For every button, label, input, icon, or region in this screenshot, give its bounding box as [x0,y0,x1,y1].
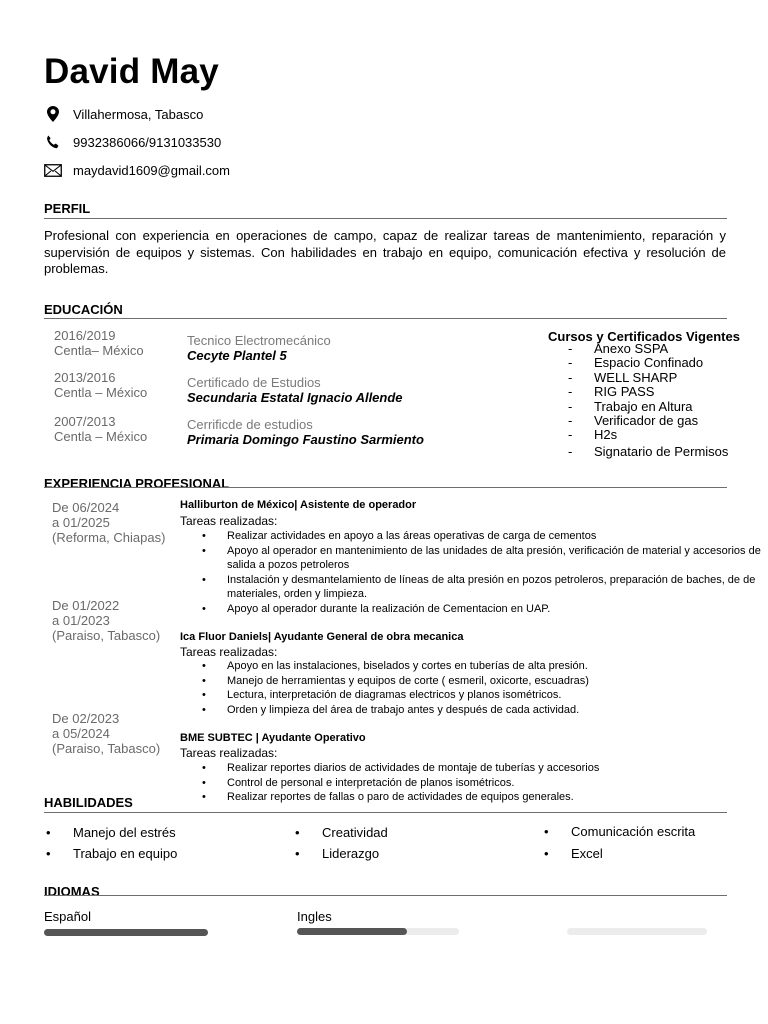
job-title-2: Ica Fluor Daniels| Ayudante General de obra mecanica [180,631,464,643]
phone-icon [44,134,62,150]
language-name: Ingles [297,909,332,924]
edu-date-2: 2013/2016 Centla – México [54,370,148,400]
list-item: • Control de personal e interpretación de planos isométricos. [180,776,768,791]
list-item: • Apoyo al operador durante la realización de Cementacion en UAP. [180,602,768,617]
list-item: • Apoyo en las instalaciones, biselados y cortes en tuberías de alta presión. [180,659,768,674]
section-divider [44,895,727,896]
language-level-fill [44,929,208,936]
contact-phone [44,134,221,150]
certs-list [568,342,728,459]
language-level-bar [567,928,707,935]
perfil-text: Profesional con experiencia en operaciones de campo, capaz de realizar tareas de mantenimiento, reparación y supervisión de equipos y sistemas. Con habilidades en trabajo en equipo, comunicación efectiva y resolución de problemas. [44,228,726,276]
envelope-icon [44,162,62,178]
edu-degree-3: Cerrificde de estudios [187,417,313,432]
skill-item: • Liderazgo [295,846,380,861]
section-divider [44,218,727,219]
list-item: - Anexo SSPA [568,341,669,356]
list-item: - Trabajo en Altura [568,398,693,414]
edu-date-1: 2016/2019 Centla– México [54,328,144,358]
skill-item: • Trabajo en equipo [46,846,178,861]
job-title-3: BME SUBTEC | Ayudante Operativo [180,732,366,744]
section-title-educacion: EDUCACIÓN [44,302,123,317]
skill-item: • Excel [544,846,603,861]
list-item: • Apoyo al operador en mantenimiento de las unidades de alta presión, verificación de material y accesorios de salida a pozos petroleros [180,544,768,573]
job-tasks-label: Tareas realizadas: [180,746,278,760]
list-item: • Realizar reportes diarios de actividades de montaje de tuberías y accesorios [180,761,768,776]
skill-item: • Comunicación escrita [544,824,696,839]
contact-location [44,106,203,122]
job-title-1: Halliburton de México| Asistente de operador [180,499,417,511]
job-tasks-2 [180,659,768,717]
list-item: • Realizar actividades en apoyo a las áreas operativas de carga de cementos [180,529,768,544]
list-item: - H2s [568,427,618,443]
list-item: - Signatario de Permisos [568,443,729,459]
section-title-perfil: PERFIL [44,201,91,216]
job-tasks-3 [180,761,768,805]
list-item: • Instalación y desmantelamiento de líneas de alta presión en pozos petroleros, preparación de baches, de de materiales, orden y limpieza. [180,573,768,602]
section-divider [44,318,727,319]
location-text: Villahermosa, Tabasco [73,106,204,122]
map-pin-icon [44,106,62,122]
list-item: - Verificador de gas [568,413,699,429]
job-date-3: De 02/2023 a 05/2024 (Paraiso, Tabasco) [52,711,161,756]
edu-school-3: Primaria Domingo Faustino Sarmiento [187,432,424,447]
edu-degree-2: Certificado de Estudios [187,375,321,390]
job-tasks-label: Tareas realizadas: [180,645,278,659]
list-item: - RIG PASS [568,384,655,400]
list-item: • Manejo de herramientas y equipos de corte ( esmeril, oxicorte, escuadras) [180,674,768,689]
language-level-bar [297,928,459,935]
language-level-fill [297,928,407,935]
section-title-experiencia: EXPERIENCIA PROFESIONAL [44,476,230,491]
language-name: Español [44,909,91,924]
list-item: - Espacio Confinado [568,355,704,371]
contact-email [44,162,230,178]
job-date-2: De 01/2022 a 01/2023 (Paraiso, Tabasco) [52,598,161,643]
list-item: - WELL SHARP [568,369,678,385]
candidate-name: David May [44,52,219,91]
list-item: • Realizar reportes de fallas o paro de actividades de equipos generales. [180,790,768,805]
job-tasks-1 [180,529,768,616]
edu-date-3: 2007/2013 Centla – México [54,414,148,444]
edu-degree-1: Tecnico Electromecánico [187,333,331,348]
list-item: • Orden y limpieza del área de trabajo antes y después de cada actividad. [180,703,768,718]
email-text[interactable]: maydavid1609@gmail.com [73,162,230,178]
job-tasks-label: Tareas realizadas: [180,514,278,528]
list-item: • Lectura, interpretación de diagramas electricos y planos isométricos. [180,688,768,703]
certs-heading: Cursos y Certificados Vigentes [548,329,740,344]
section-divider [44,812,727,813]
skill-item: • Creatividad [295,825,388,840]
section-title-idiomas: IDIOMAS [44,884,100,899]
phone-text: 9932386066/9131033530 [73,134,222,150]
edu-school-2: Secundaria Estatal Ignacio Allende [187,390,403,405]
job-date-1: De 06/2024 a 01/2025 (Reforma, Chiapas) [52,500,166,545]
skill-item: • Manejo del estrés [46,825,176,840]
language-level-bar [44,929,208,936]
section-title-habilidades: HABILIDADES [44,795,133,810]
edu-school-1: Cecyte Plantel 5 [187,348,287,363]
section-divider [44,487,727,488]
